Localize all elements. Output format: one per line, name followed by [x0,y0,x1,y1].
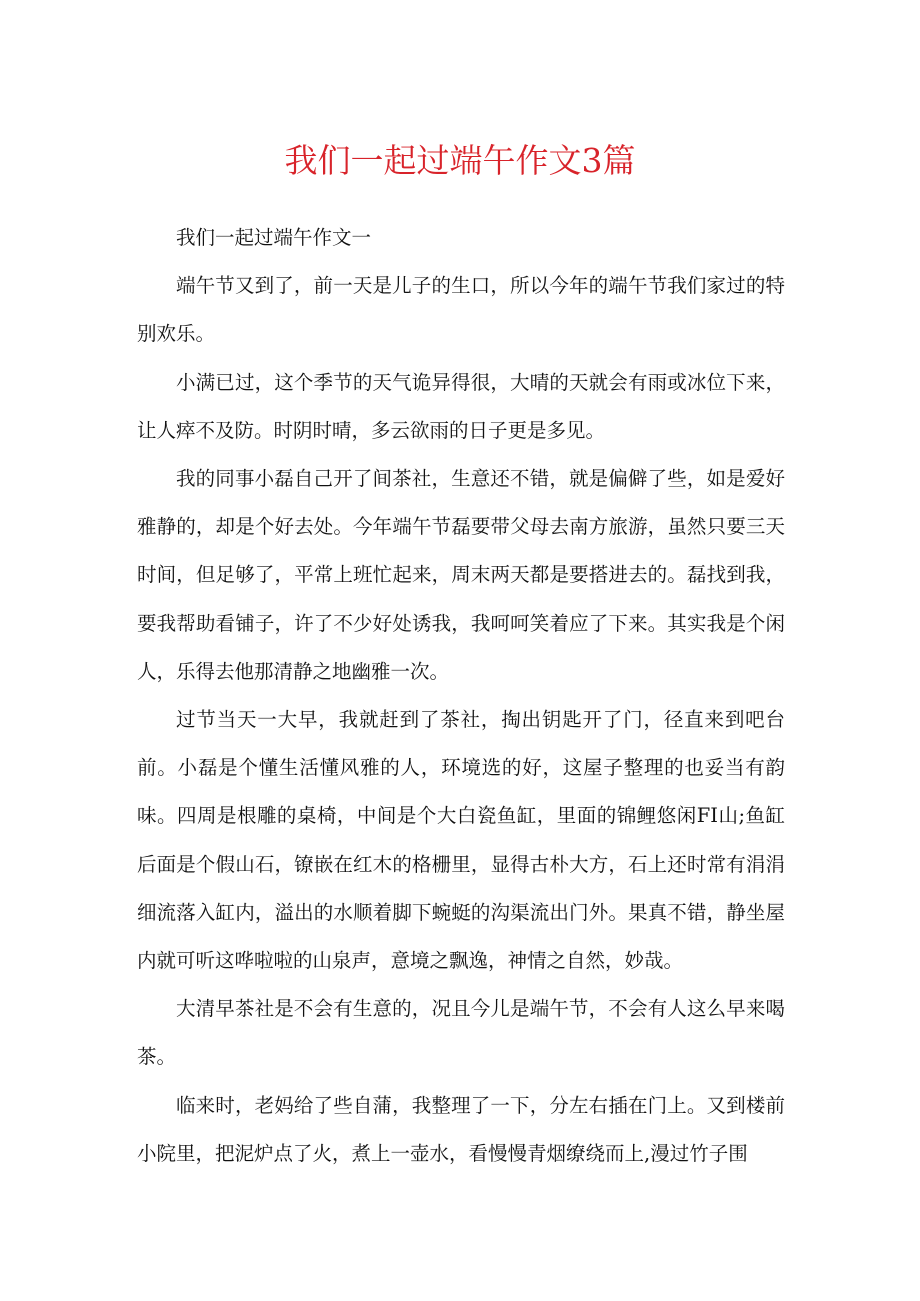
document-body [137,214,785,1178]
paragraph: 过节当天一大早，我就赶到了茶社，掏出钥匙开了门，径直来到吧台前。小磊是个懂生活懂风雅的人，环境选的好，这屋子整理的也妥当有韵味。四周是根雕的桌椅，中间是个大白瓷鱼缸，里面的锦鲤悠闲FI山;鱼缸后面是个假山石，镣嵌在红木的格栅里，显得古朴大方，石上还时常有涓涓细流落入缸内，溢出的水顺着脚下蜿蜓的沟渠流出门外。果真不错，静坐屋内就可听这哗啦啦的山泉声，意境之飘逸，神情之自然，妙哉。 [137,708,785,973]
paragraph: 小满已过，这个季节的天气诡异得很，大晴的天就会有雨或冰位下来，让人瘁不及防。时阴时晴，多云欲雨的日子更是多见。 [137,370,785,442]
paragraph: 临来时，老妈给了些自蒲，我整理了一下，分左右插在门上。又到楼前小院里，把泥炉点了火，煮上一壶水，看慢慢青烟缭绕而上,漫过竹子围 [137,1093,785,1165]
paragraph: 端午节又到了，前一天是儿子的生口，所以今年的端午节我们家过的特别欢乐。 [137,274,785,346]
document-title: 我们一起过端午作文3篇 [284,141,636,180]
paragraph: 大清早茶社是不会有生意的，况且今儿是端午节，不会有人这么早来喝茶。 [137,997,785,1069]
section-subtitle: 我们一起过端午作文一 [176,226,372,249]
paragraph: 我的同事小磊自己开了间茶社，生意还不错，就是偏僻了些，如是爱好雅静的，却是个好去处。今年端午节磊要带父母去南方旅游，虽然只要三天时间，但足够了，平常上班忙起来，周末两天都是要搭进去的。磊找到我，要我帮助看铺子，许了不少好处诱我，我呵呵笑着应了下来。其实我是个闲人，乐得去他那清静之地幽雅一次。 [137,467,785,683]
